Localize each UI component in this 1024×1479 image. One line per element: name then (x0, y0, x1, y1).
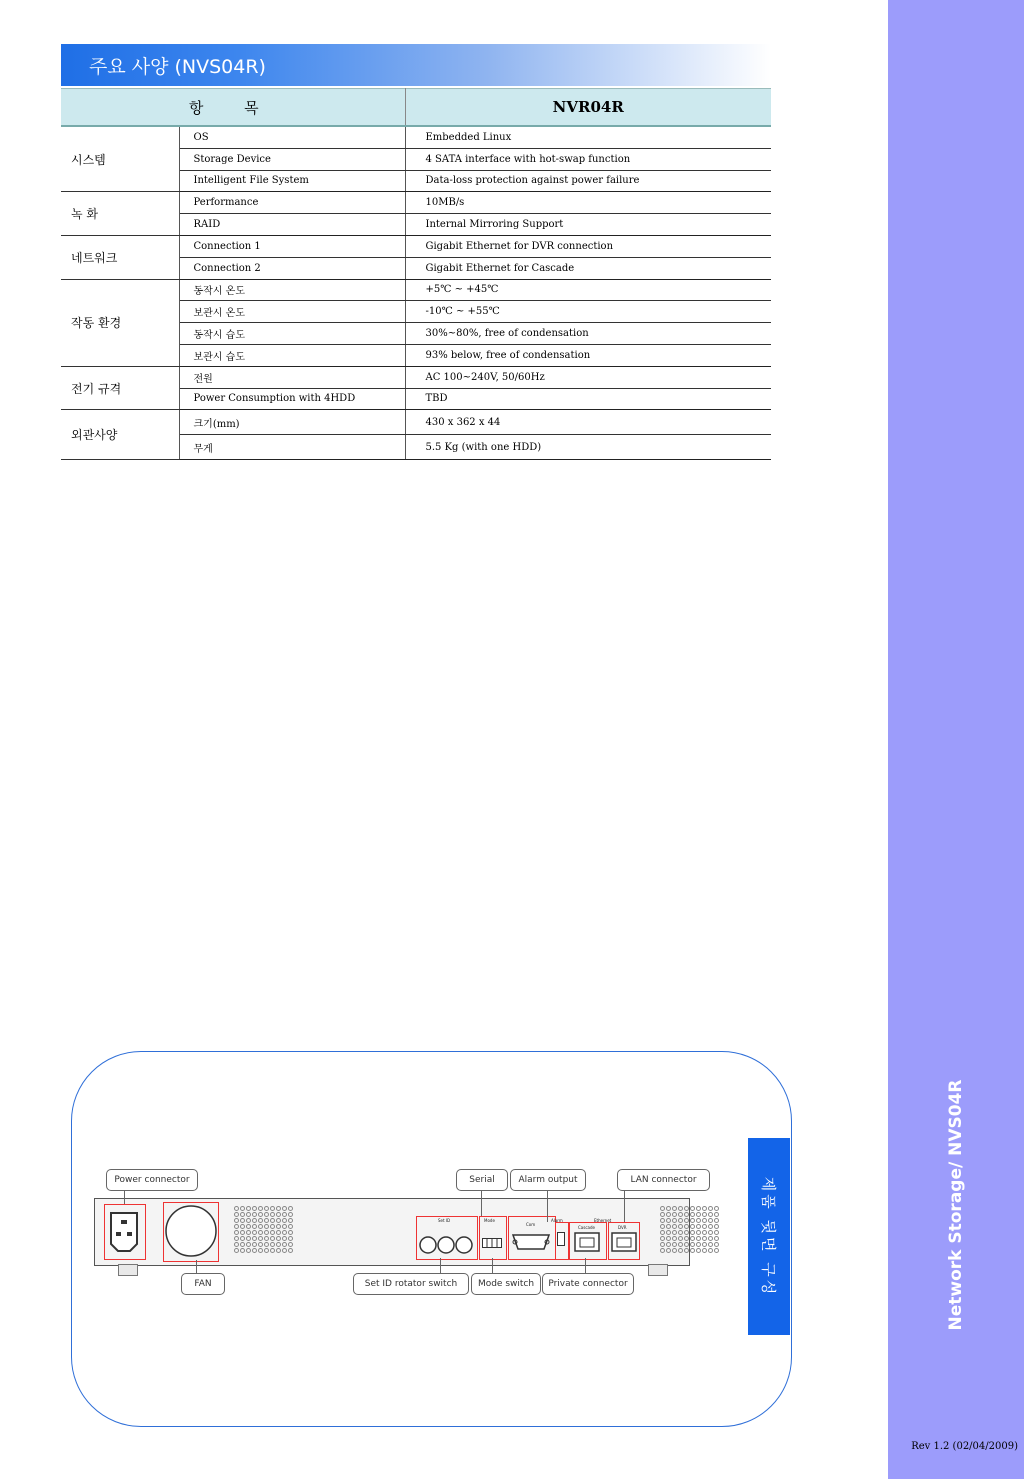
lan-port-icon (611, 1232, 637, 1252)
vent-hole (690, 1242, 695, 1247)
callout-set-id-rotator: Set ID rotator switch (353, 1273, 469, 1295)
vent-hole (678, 1242, 683, 1247)
vent-hole (282, 1248, 287, 1253)
vent-hole (258, 1230, 263, 1235)
header-item: 항 목 (61, 89, 405, 127)
category-exterior: 외관사양 (61, 410, 179, 460)
vent-hole (708, 1212, 713, 1217)
vent-hole (660, 1212, 665, 1217)
vent-hole (258, 1218, 263, 1223)
category-recording: 녹 화 (61, 192, 179, 236)
vent-hole (672, 1218, 677, 1223)
vent-hole (276, 1218, 281, 1223)
row-value: 10MB/s (405, 192, 771, 214)
vent-hole (714, 1248, 719, 1253)
vent-hole (672, 1206, 677, 1211)
page-title: 주요 사양 (NVS04R) (89, 56, 266, 78)
vent-hole (282, 1212, 287, 1217)
vent-hole (276, 1230, 281, 1235)
callout-private-connector: Private connector (542, 1273, 634, 1295)
table-row (61, 366, 771, 388)
vent-hole (240, 1242, 245, 1247)
rear-panel-tab-label: 제품 뒷면 구성 (759, 1176, 778, 1297)
set-id-rotator-icon (418, 1234, 474, 1256)
vent-hole (276, 1248, 281, 1253)
leader-line (196, 1260, 197, 1274)
vent-hole (270, 1224, 275, 1229)
vent-hole (282, 1230, 287, 1235)
vent-hole (714, 1230, 719, 1235)
category-network: 네트워크 (61, 235, 179, 279)
sidebar-vertical-title (888, 1075, 1024, 1335)
vent-hole (282, 1236, 287, 1241)
vent-hole (246, 1224, 251, 1229)
vent-hole (240, 1224, 245, 1229)
vent-hole (240, 1230, 245, 1235)
row-value: Gigabit Ethernet for DVR connection (405, 235, 771, 257)
vent-hole (696, 1248, 701, 1253)
vent-hole (264, 1218, 269, 1223)
vent-hole (684, 1236, 689, 1241)
leader-line (585, 1258, 586, 1274)
vent-hole (234, 1236, 239, 1241)
vent-hole (714, 1206, 719, 1211)
vent-hole (264, 1236, 269, 1241)
row-value: 4 SATA interface with hot-swap function (405, 148, 771, 170)
vent-hole (684, 1242, 689, 1247)
callout-power-connector: Power connector (106, 1169, 198, 1191)
vent-hole (246, 1212, 251, 1217)
vent-hole (684, 1212, 689, 1217)
vent-hole (690, 1206, 695, 1211)
vent-hole (270, 1248, 275, 1253)
power-socket-icon (108, 1210, 140, 1254)
vent-hole (246, 1230, 251, 1235)
vent-hole (234, 1224, 239, 1229)
vent-hole (282, 1206, 287, 1211)
vent-hole (288, 1230, 293, 1235)
vent-hole (252, 1248, 257, 1253)
leader-line (124, 1190, 125, 1204)
row-value: +5℃ ~ +45℃ (405, 279, 771, 301)
vent-hole (660, 1206, 665, 1211)
mode-dip-switch-icon (482, 1238, 502, 1248)
vent-hole (660, 1224, 665, 1229)
com-text: Com (526, 1222, 536, 1227)
leader-line (492, 1258, 493, 1274)
vent-hole (714, 1212, 719, 1217)
row-item: 동작시 습도 (179, 323, 405, 345)
vent-hole (666, 1236, 671, 1241)
vent-hole (672, 1224, 677, 1229)
vent-hole (252, 1206, 257, 1211)
vent-hole (252, 1242, 257, 1247)
vent-hole (666, 1230, 671, 1235)
vent-hole (240, 1218, 245, 1223)
table-row (61, 192, 771, 214)
set-id-text: Set ID (438, 1218, 451, 1223)
vent-hole (282, 1224, 287, 1229)
vent-hole (678, 1230, 683, 1235)
vent-hole (234, 1242, 239, 1247)
row-value: 30%~80%, free of condensation (405, 323, 771, 345)
vent-hole (678, 1224, 683, 1229)
vent-hole (666, 1242, 671, 1247)
vent-hole (696, 1212, 701, 1217)
vent-hole (690, 1218, 695, 1223)
vent-hole (276, 1242, 281, 1247)
row-value: 430 x 362 x 44 (405, 410, 771, 435)
row-item: 크기(mm) (179, 410, 405, 435)
row-value: -10℃ ~ +55℃ (405, 301, 771, 323)
row-value: Embedded Linux (405, 126, 771, 148)
vent-hole (234, 1206, 239, 1211)
vent-hole (702, 1230, 707, 1235)
vent-hole (672, 1212, 677, 1217)
row-value: 5.5 Kg (with one HDD) (405, 435, 771, 460)
vent-hole (246, 1218, 251, 1223)
vent-hole (714, 1236, 719, 1241)
sidebar-title-text: Network Storage/ NVS04R (946, 1079, 966, 1331)
serial-port-icon (511, 1232, 551, 1252)
title-banner (61, 44, 771, 86)
row-item: Connection 1 (179, 235, 405, 257)
vent-hole (240, 1248, 245, 1253)
vent-grille-right (660, 1206, 720, 1254)
table-header-row (61, 89, 771, 127)
vent-hole (684, 1230, 689, 1235)
vent-hole (672, 1242, 677, 1247)
row-value: TBD (405, 388, 771, 410)
row-item: 무게 (179, 435, 405, 460)
vent-hole (702, 1224, 707, 1229)
vent-hole (702, 1242, 707, 1247)
row-item: Performance (179, 192, 405, 214)
vent-hole (288, 1212, 293, 1217)
table-row (61, 235, 771, 257)
vent-hole (702, 1206, 707, 1211)
vent-hole (696, 1218, 701, 1223)
callout-mode-switch: Mode switch (471, 1273, 541, 1295)
leader-line (481, 1190, 482, 1216)
vent-hole (264, 1224, 269, 1229)
vent-hole (234, 1218, 239, 1223)
revision-label: Rev 1.2 (02/04/2009) (911, 1441, 1018, 1452)
vent-hole (708, 1242, 713, 1247)
vent-hole (666, 1248, 671, 1253)
vent-hole (666, 1206, 671, 1211)
row-item: RAID (179, 214, 405, 236)
vent-hole (690, 1212, 695, 1217)
vent-hole (690, 1236, 695, 1241)
vent-hole (708, 1236, 713, 1241)
vent-hole (276, 1206, 281, 1211)
callout-fan: FAN (181, 1273, 225, 1295)
vent-hole (246, 1242, 251, 1247)
callout-serial: Serial (456, 1169, 508, 1191)
vent-hole (684, 1206, 689, 1211)
vent-hole (240, 1212, 245, 1217)
vent-hole (672, 1236, 677, 1241)
vent-hole (264, 1230, 269, 1235)
vent-hole (288, 1236, 293, 1241)
vent-hole (678, 1236, 683, 1241)
vent-hole (702, 1218, 707, 1223)
vent-hole (252, 1230, 257, 1235)
ethernet-text: Ethernet (594, 1218, 612, 1223)
vent-hole (696, 1242, 701, 1247)
alarm-text: Alarm (551, 1218, 563, 1223)
dvr-text: DVR (618, 1225, 627, 1230)
category-environment: 작동 환경 (61, 279, 179, 366)
rear-panel-tab (748, 1138, 790, 1335)
row-item: 보관시 습도 (179, 344, 405, 366)
vent-hole (246, 1206, 251, 1211)
row-value: Data-loss protection against power failure (405, 170, 771, 192)
row-item: OS (179, 126, 405, 148)
vent-hole (666, 1212, 671, 1217)
vent-hole (714, 1242, 719, 1247)
vent-hole (288, 1218, 293, 1223)
vent-hole (714, 1224, 719, 1229)
row-value: Internal Mirroring Support (405, 214, 771, 236)
vent-hole (264, 1248, 269, 1253)
row-item: Storage Device (179, 148, 405, 170)
vent-hole (264, 1212, 269, 1217)
vent-hole (702, 1212, 707, 1217)
row-value: 93% below, free of condensation (405, 344, 771, 366)
vent-hole (666, 1224, 671, 1229)
vent-hole (270, 1206, 275, 1211)
vent-hole (708, 1206, 713, 1211)
vent-hole (264, 1206, 269, 1211)
vent-hole (672, 1248, 677, 1253)
category-electrical: 전기 규격 (61, 366, 179, 410)
table-row (61, 410, 771, 435)
device-foot (648, 1264, 668, 1276)
row-item: Power Consumption with 4HDD (179, 388, 405, 410)
callout-alarm-output: Alarm output (510, 1169, 586, 1191)
vent-hole (282, 1218, 287, 1223)
table-row (61, 279, 771, 301)
vent-hole (234, 1212, 239, 1217)
row-item: 보관시 온도 (179, 301, 405, 323)
vent-hole (252, 1212, 257, 1217)
vent-hole (270, 1242, 275, 1247)
vent-hole (660, 1242, 665, 1247)
vent-hole (276, 1212, 281, 1217)
vent-hole (234, 1248, 239, 1253)
vent-hole (246, 1236, 251, 1241)
vent-hole (678, 1206, 683, 1211)
vent-hole (288, 1206, 293, 1211)
category-system: 시스템 (61, 126, 179, 192)
row-item: 동작시 온도 (179, 279, 405, 301)
vent-hole (258, 1206, 263, 1211)
vent-hole (696, 1230, 701, 1235)
vent-hole (696, 1224, 701, 1229)
vent-hole (678, 1218, 683, 1223)
vent-hole (252, 1218, 257, 1223)
vent-hole (702, 1236, 707, 1241)
vent-hole (282, 1242, 287, 1247)
vent-hole (708, 1224, 713, 1229)
row-value: Gigabit Ethernet for Cascade (405, 257, 771, 279)
vent-hole (684, 1224, 689, 1229)
vent-hole (234, 1230, 239, 1235)
vent-hole (258, 1224, 263, 1229)
leader-line (547, 1190, 548, 1222)
vent-hole (660, 1230, 665, 1235)
callout-lan-connector: LAN connector (617, 1169, 710, 1191)
vent-hole (690, 1248, 695, 1253)
vent-hole (270, 1236, 275, 1241)
vent-hole (708, 1230, 713, 1235)
vent-hole (684, 1218, 689, 1223)
table-row (61, 126, 771, 148)
leader-line (440, 1258, 441, 1274)
leader-line (624, 1190, 625, 1222)
vent-hole (258, 1248, 263, 1253)
vent-hole (258, 1236, 263, 1241)
fan-icon (165, 1203, 217, 1259)
vent-hole (696, 1206, 701, 1211)
vent-hole (660, 1248, 665, 1253)
vent-hole (678, 1248, 683, 1253)
vent-hole (276, 1224, 281, 1229)
vent-hole (696, 1236, 701, 1241)
vent-hole (270, 1230, 275, 1235)
alarm-terminal-icon (557, 1232, 565, 1246)
row-value: AC 100~240V, 50/60Hz (405, 366, 771, 388)
row-item: 전원 (179, 366, 405, 388)
vent-hole (270, 1212, 275, 1217)
vent-hole (660, 1218, 665, 1223)
vent-hole (714, 1218, 719, 1223)
vent-hole (252, 1224, 257, 1229)
vent-hole (288, 1224, 293, 1229)
mode-text: Mode (484, 1218, 495, 1223)
vent-hole (660, 1236, 665, 1241)
vent-grille-left (234, 1206, 294, 1254)
vent-hole (708, 1248, 713, 1253)
vent-hole (258, 1242, 263, 1247)
vent-hole (702, 1248, 707, 1253)
vent-hole (672, 1230, 677, 1235)
vent-hole (258, 1212, 263, 1217)
row-item: Connection 2 (179, 257, 405, 279)
spec-table (61, 88, 771, 460)
vent-hole (240, 1206, 245, 1211)
cascade-text: Cascade (578, 1225, 595, 1230)
vent-hole (276, 1236, 281, 1241)
vent-hole (690, 1230, 695, 1235)
vent-hole (678, 1212, 683, 1217)
vent-hole (264, 1242, 269, 1247)
header-model: NVR04R (405, 89, 771, 127)
vent-hole (246, 1248, 251, 1253)
vent-hole (684, 1248, 689, 1253)
vent-hole (288, 1248, 293, 1253)
vent-hole (252, 1236, 257, 1241)
device-foot (118, 1264, 138, 1276)
vent-hole (270, 1218, 275, 1223)
vent-hole (708, 1218, 713, 1223)
cascade-port-icon (574, 1232, 600, 1252)
vent-hole (240, 1236, 245, 1241)
vent-hole (690, 1224, 695, 1229)
vent-hole (288, 1242, 293, 1247)
vent-hole (666, 1218, 671, 1223)
row-item: Intelligent File System (179, 170, 405, 192)
